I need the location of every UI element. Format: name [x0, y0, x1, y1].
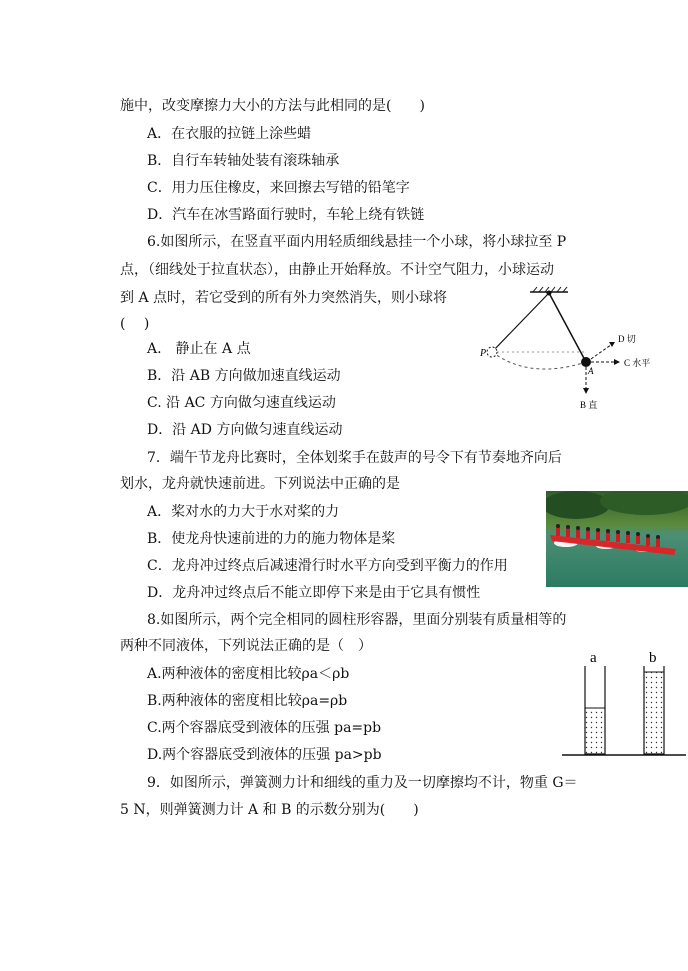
- q6-stem-line-2: 点，（细线处于拉直状态），由静止开始释放。不计空气阻力，小球运动: [120, 262, 554, 278]
- label-b: b: [649, 650, 657, 666]
- containers-figure: [560, 646, 688, 758]
- q8-option-c: C.两个容器底受到液体的压强 pa=pb: [147, 720, 382, 736]
- label-a: A: [588, 366, 594, 376]
- q6-option-b: B．沿 AB 方向做加速直线运动: [147, 368, 341, 384]
- q6-stem-line-1: 6.如图所示，在竖直平面内用轻质细线悬挂一个小球，将小球拉至 P: [147, 234, 567, 250]
- arrow-ad-head: [609, 342, 615, 347]
- label-a: a: [590, 650, 597, 666]
- q9-stem-line-1: 9．如图所示，弹簧测力计和细线的重力及一切摩擦均不计，物重 G＝: [147, 775, 578, 791]
- q7-stem-line-1: 7．端午节龙舟比赛时，全体划桨手在鼓声的号令下有节奏地齐向后: [147, 450, 562, 466]
- q9-stem-line-2: 5 N，则弹簧测力计 A 和 B 的示数分别为( ): [120, 802, 419, 818]
- ball-at-p: [487, 347, 497, 357]
- q5-option-c: C．用力压住橡皮，来回擦去写错的铅笔字: [147, 180, 410, 196]
- q6-option-d: D．沿 AD 方向做匀速直线运动: [147, 422, 343, 438]
- q6-option-a: A. 静止在 A 点: [147, 341, 251, 357]
- label-c: C 水平: [624, 358, 651, 368]
- q7-option-b: B．使龙舟快速前进的力的施力物体是桨: [147, 531, 396, 547]
- q5-stem-tail: 施中，改变摩擦力大小的方法与此相同的是( ): [120, 98, 425, 114]
- q8-stem-line-2: 两种不同液体，下列说法正确的是（ ）: [120, 638, 372, 654]
- arrow-ac-head: [614, 359, 620, 365]
- q5-option-a: A．在衣服的拉链上涂些蜡: [147, 126, 312, 142]
- dragon-boat-photo: [546, 491, 688, 587]
- label-d: D 切: [618, 334, 636, 344]
- swing-arc: [492, 352, 586, 369]
- pendulum-figure: [470, 284, 660, 414]
- q8-option-d: D.两个容器底受到液体的压强 pa>pb: [147, 747, 382, 763]
- q6-option-c: C. 沿 AC 方向做匀速直线运动: [147, 395, 336, 411]
- q8-option-b: B.两种液体的密度相比较ρa=ρb: [147, 693, 348, 709]
- q7-option-a: A．桨对水的力大于水对桨的力: [147, 504, 340, 520]
- liquid-a: [585, 708, 605, 754]
- q7-option-c: C．龙舟冲过终点后减速滑行时水平方向受到平衡力的作用: [147, 558, 508, 574]
- arrow-ab-head: [583, 388, 589, 394]
- q7-option-d: D．龙舟冲过终点后不能立即停下来是由于它具有惯性: [147, 585, 481, 601]
- q8-option-a: A.两种液体的密度相比较ρa＜ρb: [147, 666, 350, 682]
- q6-stem-line-3: 到 A 点时，若它受到的所有外力突然消失，则小球将: [120, 290, 448, 306]
- q8-stem-line-1: 8.如图所示，两个完全相同的圆柱形容器，里面分别装有质量相等的: [147, 612, 567, 628]
- q6-stem-line-4: ( ): [120, 316, 150, 332]
- label-b: B 直: [580, 400, 598, 410]
- liquid-b: [644, 672, 664, 754]
- q5-option-d: D．汽车在冰雪路面行驶时，车轮上绕有铁链: [147, 207, 425, 223]
- label-p: P: [480, 348, 487, 359]
- q5-option-b: B．自行车转轴处装有滚珠轴承: [147, 153, 340, 169]
- q7-stem-line-2: 划水，龙舟就快速前进。下列说法中正确的是: [120, 476, 400, 492]
- string-to-p: [492, 293, 549, 352]
